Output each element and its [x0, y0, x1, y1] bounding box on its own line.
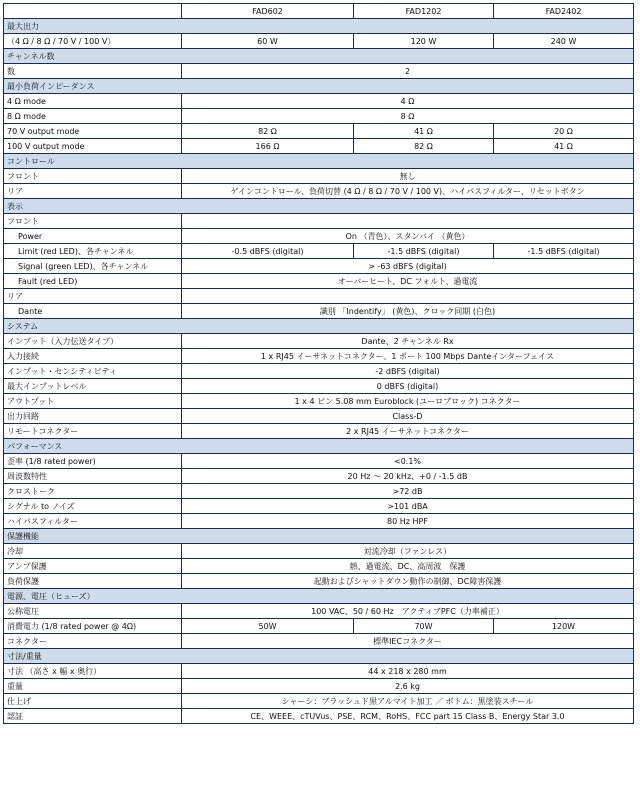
spec-value: 166 Ω — [182, 139, 354, 154]
spec-value: 41 Ω — [494, 139, 634, 154]
spec-value: <0.1% — [182, 454, 634, 469]
spec-value: 50W — [182, 619, 354, 634]
spec-label: リア — [4, 184, 182, 199]
section-header-row — [4, 19, 634, 34]
spec-row — [4, 289, 634, 304]
spec-label: Power — [4, 229, 182, 244]
section-title: 保護機能 — [4, 529, 634, 544]
spec-value: > -63 dBFS (digital) — [182, 259, 634, 274]
spec-label: 公称電圧 — [4, 604, 182, 619]
spec-row — [4, 559, 634, 574]
section-header-row — [4, 319, 634, 334]
spec-label: リア — [4, 289, 182, 304]
spec-label: 認証 — [4, 709, 182, 724]
spec-value: Dante、2 チャンネル Rx — [182, 334, 634, 349]
spec-label: フロント — [4, 214, 182, 229]
spec-label: 歪率 (1/8 rated power) — [4, 454, 182, 469]
spec-label: 100 V output mode — [4, 139, 182, 154]
spec-label: コネクター — [4, 634, 182, 649]
spec-row — [4, 619, 634, 634]
spec-value: 2 — [182, 64, 634, 79]
model-header-cell: FAD602 — [182, 4, 354, 19]
spec-row — [4, 259, 634, 274]
spec-value: ゲインコントロール、負荷切替 (4 Ω / 8 Ω / 70 V / 100 V)、ハイパスフィルター、リセットボタン — [182, 184, 634, 199]
spec-row — [4, 94, 634, 109]
spec-row — [4, 334, 634, 349]
spec-row — [4, 709, 634, 724]
spec-label: 重量 — [4, 679, 182, 694]
spec-row — [4, 349, 634, 364]
spec-row — [4, 34, 634, 49]
spec-label: シグナル to ノイズ — [4, 499, 182, 514]
spec-value: Class-D — [182, 409, 634, 424]
spec-label: アウトプット — [4, 394, 182, 409]
spec-label: クロストーク — [4, 484, 182, 499]
section-header-row — [4, 649, 634, 664]
spec-value: 0 dBFS (digital) — [182, 379, 634, 394]
section-header-row — [4, 439, 634, 454]
spec-value: 2 x RJ45 イーサネットコネクター — [182, 424, 634, 439]
spec-row — [4, 664, 634, 679]
spec-label: ハイパスフィルター — [4, 514, 182, 529]
spec-row — [4, 409, 634, 424]
section-title: 寸法/重量 — [4, 649, 634, 664]
spec-label: （4 Ω / 8 Ω / 70 V / 100 V） — [4, 34, 182, 49]
spec-label: 仕上げ — [4, 694, 182, 709]
spec-label: インプット（入力伝送タイプ） — [4, 334, 182, 349]
spec-row — [4, 574, 634, 589]
section-title: コントロール — [4, 154, 634, 169]
spec-label: 8 Ω mode — [4, 109, 182, 124]
spec-label: 数 — [4, 64, 182, 79]
section-header-row — [4, 79, 634, 94]
spec-value: 100 VAC、50 / 60 Hz アクティブPFC（力率補正） — [182, 604, 634, 619]
spec-label: フロント — [4, 169, 182, 184]
spec-row — [4, 454, 634, 469]
spec-label: 消費電力 (1/8 rated power @ 4Ω) — [4, 619, 182, 634]
spec-row — [4, 469, 634, 484]
model-header-row — [4, 4, 634, 19]
spec-label: 70 V output mode — [4, 124, 182, 139]
spec-label: 最大インプットレベル — [4, 379, 182, 394]
spec-value: 120 W — [354, 34, 494, 49]
spec-value: 80 Hz HPF — [182, 514, 634, 529]
spec-label: インプット・センシティビティ — [4, 364, 182, 379]
spec-value — [182, 214, 634, 229]
spec-row — [4, 694, 634, 709]
section-title: 表示 — [4, 199, 634, 214]
spec-label: 寸法 （高さ x 幅 x 奥行） — [4, 664, 182, 679]
spec-value: 1 x 4 ピン 5.08 mm Euroblock (ユーロブロック) コネクター — [182, 394, 634, 409]
model-header-cell: FAD1202 — [354, 4, 494, 19]
spec-value: オーバーヒート、DC フォルト、過電流 — [182, 274, 634, 289]
spec-value: 無し — [182, 169, 634, 184]
spec-value: 20 Hz ～ 20 kHz、+0 / -1.5 dB — [182, 469, 634, 484]
section-header-row — [4, 154, 634, 169]
spec-label: Limit (red LED)、各チャンネル — [4, 244, 182, 259]
spec-label: 冷却 — [4, 544, 182, 559]
spec-row — [4, 274, 634, 289]
spec-label: 4 Ω mode — [4, 94, 182, 109]
spec-value: 標準IECコネクター — [182, 634, 634, 649]
spec-value: 240 W — [494, 34, 634, 49]
section-title: 最小負荷インピーダンス — [4, 79, 634, 94]
section-title: 電源、電圧（ヒューズ） — [4, 589, 634, 604]
section-title: チャンネル数 — [4, 49, 634, 64]
spec-value: CE、WEEE、cTUVus、PSE、RCM、RoHS、FCC part 15 Class B、Energy Star 3.0 — [182, 709, 634, 724]
spec-row — [4, 379, 634, 394]
spec-value: On （青色）、スタンバイ （黄色） — [182, 229, 634, 244]
spec-value: 70W — [354, 619, 494, 634]
spec-value: 識別 「Indentify」 (黄色)、クロック同期 (白色) — [182, 304, 634, 319]
spec-row — [4, 304, 634, 319]
spec-value: 41 Ω — [354, 124, 494, 139]
spec-row — [4, 679, 634, 694]
spec-row — [4, 244, 634, 259]
spec-value: 8 Ω — [182, 109, 634, 124]
section-header-row — [4, 529, 634, 544]
spec-label: 入力接続 — [4, 349, 182, 364]
spec-label: リモートコネクター — [4, 424, 182, 439]
spec-value — [182, 289, 634, 304]
section-header-row — [4, 589, 634, 604]
spec-row — [4, 184, 634, 199]
spec-row — [4, 484, 634, 499]
spec-row — [4, 229, 634, 244]
spec-value: 1 x RJ45 イーサネットコネクター、1 ポート 100 Mbps Danteインターフェイス — [182, 349, 634, 364]
model-header-cell: FAD2402 — [494, 4, 634, 19]
spec-value: 対流冷却（ファンレス） — [182, 544, 634, 559]
spec-row — [4, 424, 634, 439]
spec-row — [4, 544, 634, 559]
spec-row — [4, 364, 634, 379]
spec-value: 熱、過電流、DC、高周波 保護 — [182, 559, 634, 574]
spec-row — [4, 124, 634, 139]
spec-row — [4, 514, 634, 529]
spec-row — [4, 139, 634, 154]
spec-row — [4, 64, 634, 79]
spec-row — [4, 214, 634, 229]
section-title: パフォーマンス — [4, 439, 634, 454]
spec-value: 2.6 kg — [182, 679, 634, 694]
spec-row — [4, 394, 634, 409]
header-label-cell — [4, 4, 182, 19]
spec-value: 起動およびシャットダウン動作の制御、DC障害保護 — [182, 574, 634, 589]
spec-value: 82 Ω — [354, 139, 494, 154]
section-title: 最大出力 — [4, 19, 634, 34]
spec-label: Signal (green LED)、各チャンネル — [4, 259, 182, 274]
spec-label: 周波数特性 — [4, 469, 182, 484]
spec-value: -0.5 dBFS (digital) — [182, 244, 354, 259]
spec-value: >101 dBA — [182, 499, 634, 514]
spec-value: 20 Ω — [494, 124, 634, 139]
spec-label: アンプ保護 — [4, 559, 182, 574]
spec-value: -1.5 dBFS (digital) — [494, 244, 634, 259]
spec-value: -1.5 dBFS (digital) — [354, 244, 494, 259]
spec-row — [4, 499, 634, 514]
spec-table — [3, 3, 634, 724]
spec-row — [4, 109, 634, 124]
spec-value: 60 W — [182, 34, 354, 49]
spec-label: 出力回路 — [4, 409, 182, 424]
section-title: システム — [4, 319, 634, 334]
spec-value: 120W — [494, 619, 634, 634]
section-header-row — [4, 199, 634, 214]
spec-label: Fault (red LED) — [4, 274, 182, 289]
spec-label: Dante — [4, 304, 182, 319]
spec-row — [4, 604, 634, 619]
section-header-row — [4, 49, 634, 64]
spec-value: 4 Ω — [182, 94, 634, 109]
spec-row — [4, 634, 634, 649]
spec-value: -2 dBFS (digital) — [182, 364, 634, 379]
spec-row — [4, 169, 634, 184]
spec-value: 82 Ω — [182, 124, 354, 139]
spec-value: >72 dB — [182, 484, 634, 499]
spec-value: シャーシ：ブラッシュド黒アルマイト加工 ／ ボトム：黒塗装スチール — [182, 694, 634, 709]
spec-value: 44 x 218 x 280 mm — [182, 664, 634, 679]
spec-label: 負荷保護 — [4, 574, 182, 589]
